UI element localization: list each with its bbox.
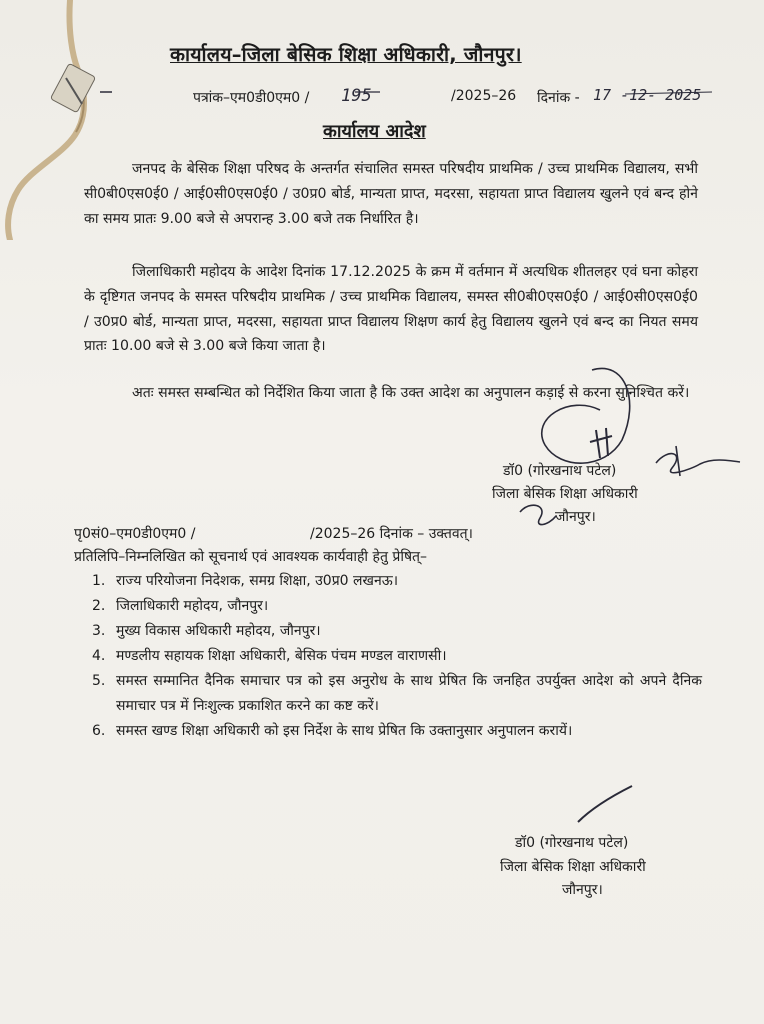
copy-reference-prefix: पृ0सं0–एम0डी0एम0 / (74, 526, 196, 542)
list-item: 5. समस्त सम्मानित दैनिक समाचार पत्र को इस अनुरोध के साथ प्रेषित कि जनहित उपर्युक्त आदेश को अपने दैनिक समाचार पत्र में निःशुल्क प्रकाशित करने का कष्ट करें। (92, 673, 702, 714)
reference-prefix: पत्रांक–एम0डी0एम0 / (193, 90, 310, 106)
copy-intro: प्रतिलिपि–निम्नलिखित को सूचनार्थ एवं आवश्यक कार्यवाही हेतु प्रेषित्– (74, 549, 428, 565)
distribution-list (92, 569, 702, 744)
copy-reference-line (74, 524, 473, 543)
list-item: 6. समस्त खण्ड शिक्षा अधिकारी को इस निर्देश के साथ प्रेषित कि उक्तानुसार अनुपालन करायें। (92, 723, 573, 739)
order-paragraph-3: अतः समस्त सम्बन्धित को निर्देशित किया जाता है कि उक्त आदेश का अनुपालन कड़ाई से करना सुनिश्चित करें। (132, 385, 690, 401)
order-paragraph-2: जिलाधिकारी महोदय के आदेश दिनांक 17.12.2025 के क्रम में वर्तमान में अत्यधिक शीतलहर एवं घना कोहरा के दृष्टिगत जनपद के समस्त परिषदीय प्राथमिक / उच्च प्राथमिक विद्यालय, समस्त सी0बी0एस0ई0 / आई0सी0एस0ई0 / उ0प्र0 बोर्ड, मान्यता प्राप्त, मदरसा, सहायता प्राप्त विद्यालय शिक्षण कार्य हेतु विद्यालय खुलने एवं बन्द का नियत समय प्रातः 10.00 बजे से 3.00 बजे किया जाता है। (84, 264, 698, 355)
reference-session: /2025–26 (451, 88, 517, 104)
order-paragraph-1: जनपद के बेसिक शिक्षा परिषद के अन्तर्गत संचालित समस्त परिषदीय प्राथमिक / उच्च प्राथमिक विद्यालय, सभी सी0बी0एस0ई0 / आई0सी0एस0ई0 / उ0प्र0 बोर्ड, मान्यता प्राप्त, मदरसा, सहायता प्राप्त विद्यालय खुलने एवं बन्द होने का समय प्रातः 9.00 बजे से अपरान्ह 3.00 बजे तक निर्धारित है। (84, 161, 698, 227)
signature-stroke (578, 786, 632, 822)
top-signatory-name: डॉ0 (गोरखनाथ पटेल) (503, 463, 617, 479)
bottom-signatory-place: जौनपुर। (562, 882, 603, 898)
reference-date-value: 17 -12- 2025 (593, 86, 702, 104)
office-title: कार्यालय–जिला बेसिक शिक्षा अधिकारी, जौनपुर। (170, 43, 522, 66)
bottom-signatory-name: डॉ0 (गोरखनाथ पटेल) (515, 835, 629, 851)
top-signatory-place: जौनपुर। (555, 509, 596, 525)
list-item: 1. राज्य परियोजना निदेशक, समग्र शिक्षा, उ0प्र0 लखनऊ। (92, 573, 399, 589)
list-item: 4. मण्डलीय सहायक शिक्षा अधिकारी, बेसिक पंचम मण्डल वाराणसी। (92, 648, 447, 664)
copy-reference-suffix: /2025–26 दिनांक – उक्तवत्। (310, 526, 473, 542)
reference-date-label: दिनांक - (537, 90, 580, 106)
order-title: कार्यालय आदेश (323, 121, 426, 142)
bottom-signatory-designation: जिला बेसिक शिक्षा अधिकारी (500, 859, 646, 875)
top-signatory-designation: जिला बेसिक शिक्षा अधिकारी (492, 486, 638, 502)
reference-number: 195 (341, 86, 372, 106)
list-item: 2. जिलाधिकारी महोदय, जौनपुर। (92, 598, 269, 614)
list-item: 3. मुख्य विकास अधिकारी महोदय, जौनपुर। (92, 623, 321, 639)
